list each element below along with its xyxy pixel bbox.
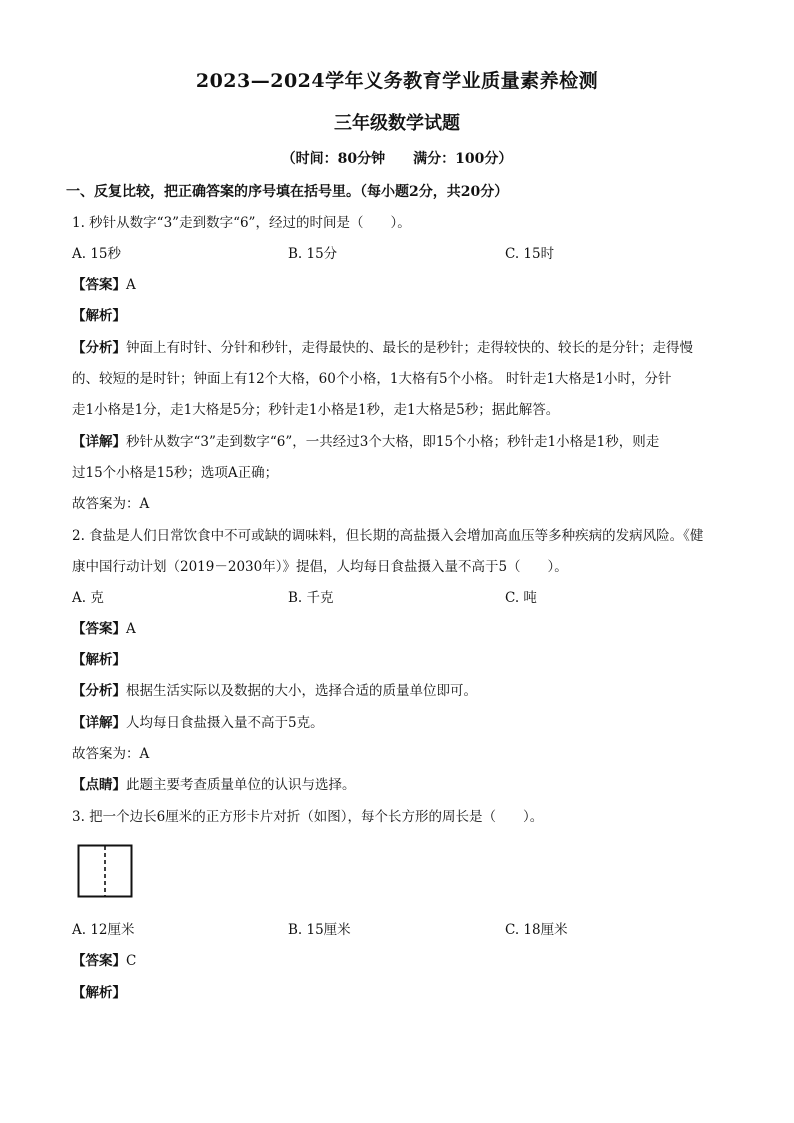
q1-analysis-tag: 【解析】 [72,308,126,324]
answer-value: A [126,277,136,293]
q1-conclusion: 故答案为：A [72,496,150,512]
q3-option-c: C. 18厘米 [505,922,568,938]
q2-stem-line-2: 康中国行动计划（2019－2030年）》提倡，人均每日食盐摄入量不高于5（ ）。 [72,559,568,575]
q2-fenxi: 【分析】根据生活实际以及数据的大小，选择合适的质量单位即可。 [72,683,477,699]
q1-option-b: B. 15分 [288,246,338,262]
q3-analysis-tag: 【解析】 [72,985,126,1001]
folded-square-figure [77,844,133,898]
exam-info: （时间：80分钟 满分：100分） [281,151,513,167]
page-subtitle: 三年级数学试题 [334,113,460,134]
fenxi-tag: 【分析】 [72,340,126,356]
q1-option-a: A. 15秒 [72,246,122,262]
q2-xiangjie: 【详解】人均每日食盐摄入量不高于5克。 [72,715,324,731]
page-title: 2023—2024学年义务教育学业质量素养检测 [195,70,599,92]
q3-option-a: A. 12厘米 [72,922,135,938]
fenxi-tag: 【分析】 [72,683,126,699]
xiangjie-tag: 【详解】 [72,715,126,731]
answer-tag: 【答案】 [72,621,126,637]
answer-value: C [126,953,137,969]
q1-xiangjie-line-2: 过15个小格是15秒；选项A正确； [72,465,279,481]
q2-option-b: B. 千克 [288,590,334,606]
q3-option-b: B. 15厘米 [288,922,351,938]
q2-dianjing: 【点睛】此题主要考查质量单位的认识与选择。 [72,777,356,793]
q2-conclusion: 故答案为：A [72,746,150,762]
q2-analysis-tag: 【解析】 [72,652,126,668]
dianjing-tag: 【点睛】 [72,777,126,793]
q2-stem-line-1: 2. 食盐是人们日常饮食中不可或缺的调味料，但长期的高盐摄入会增加高血压等多种疾病的发病风险。《健 [72,528,704,544]
q1-fenxi-line-2: 的、较短的是时针；钟面上有12个大格，60个小格，1大格有5个小格。 时针走1大格是1小时，分针 [72,371,672,387]
answer-tag: 【答案】 [72,953,126,969]
q2-option-c: C. 吨 [505,590,537,606]
answer-tag: 【答案】 [72,277,126,293]
q1-stem: 1. 秒针从数字“3”走到数字“6”，经过的时间是（ ）。 [72,215,411,231]
q3-stem: 3. 把一个边长6厘米的正方形卡片对折（如图），每个长方形的周长是（ ）。 [72,809,544,825]
q1-fenxi-line-3: 走1小格是1分，走1大格是5分；秒针走1小格是1秒，走1大格是5秒；据此解答。 [72,402,560,418]
q1-option-c: C. 15时 [505,246,555,262]
q1-answer [72,276,136,294]
q2-option-a: A. 克 [72,590,104,606]
q1-xiangjie-line-1: 【详解】秒针从数字“3”走到数字“6”，一共经过3个大格，即15个小格；秒针走1小格是1秒，则走 [72,434,660,450]
answer-value: A [126,621,136,637]
q2-answer [72,620,136,638]
xiangjie-tag: 【详解】 [72,434,126,450]
section-heading: 一、反复比较，把正确答案的序号填在括号里。（每小题2分，共20分） [66,184,509,200]
q3-answer [72,952,136,970]
q1-fenxi-line-1: 【分析】钟面上有时针、分针和秒针，走得最快的、最长的是秒针；走得较快的、较长的是分针；走得慢 [72,340,693,356]
